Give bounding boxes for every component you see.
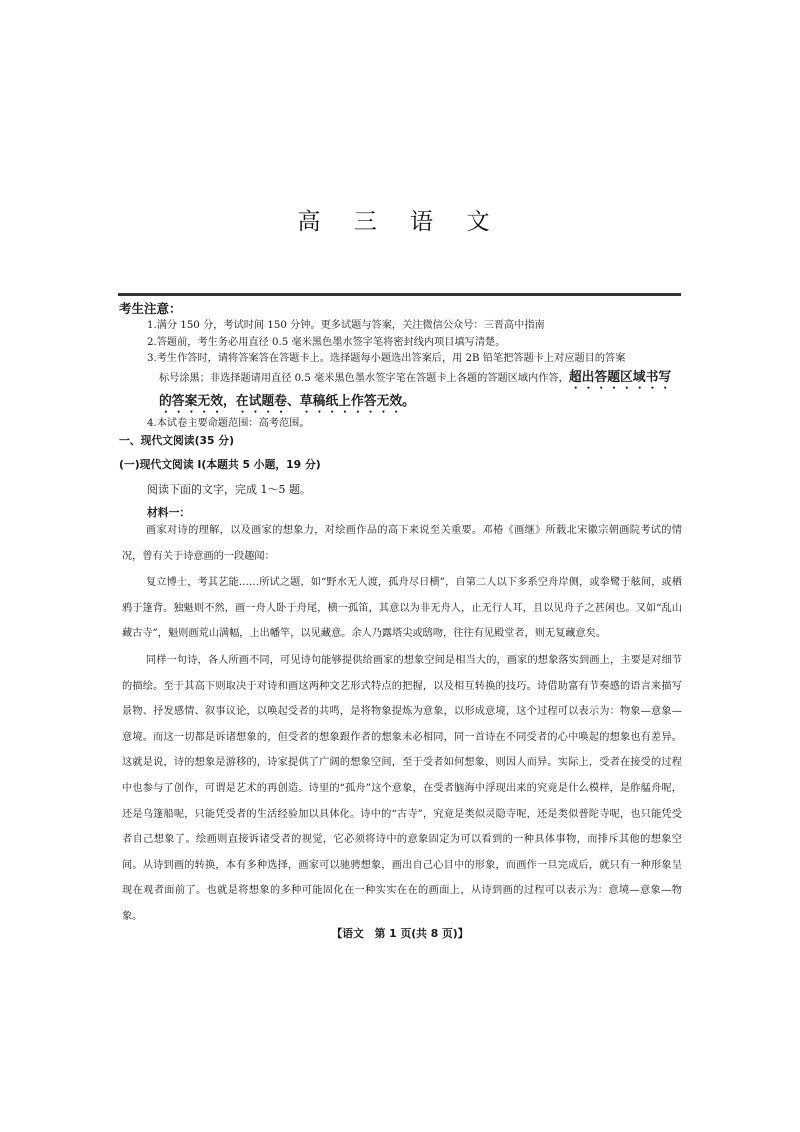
notice-item-1: 1.满分 150 分，考试时间 150 分钟。更多试题与答案，关注微信公众号：三晋高中指南	[147, 320, 545, 331]
paragraph-1: 画家对诗的理解，以及画家的想象力，对绘画作品的高下来说至关重要。邓椿《画继》所载北宋徽宗朝画院考试的情况，曾有关于诗意画的一段趣闻：	[122, 525, 682, 562]
notice-item-3-text: 标号涂黑；非选择题请用直径 0.5 毫米黑色墨水签字笔在答题卡上各题的答题区域内作答，	[159, 372, 569, 384]
subsection-heading: (一)现代文阅读 Ⅰ(本题共 5 小题，19 分)	[119, 458, 321, 471]
notice-item-2: 2.答题前，考生务必用直径 0.5 毫米黑色墨水签字笔将密封线内项目填写清楚。	[147, 336, 506, 348]
section-heading: 一、现代文阅读(35 分)	[119, 434, 235, 447]
notice-heading: 考生注意：	[119, 301, 182, 316]
notice-item-4: 4.本试卷主要命题范围：高考范围。	[147, 417, 310, 429]
material-label: 材料一：	[147, 506, 191, 519]
notice-item-3-line2	[147, 368, 682, 416]
notice-item-3	[147, 351, 682, 416]
paragraph-2: 复立博士，考其艺能……所试之题，如“野水无人渡，孤舟尽日横”，自第二人以下多系空舟岸侧，或拳鹭于舷间，或栖鸦于篷背。独魁则不然，画一舟人卧于舟尾，横一孤笛，其意以为非无舟人，止无行人耳，且以见舟子之甚闲也。又如“乱山藏古寺”，魁则画荒山满幅，上出幡竿，以见藏意。余人乃露塔尖或鸱吻，往往有见殿堂者，则无复藏意矣。	[122, 577, 682, 640]
paragraph-3: 同样一句诗，各人所画不同，可见诗句能够提供给画家的想象空间是相当大的，画家的想象落实到画上，主要是对细节的描绘。至于其高下则取决于对诗和画这两种文艺形式特点的把握，以及相互转换的技巧。诗借助富有节奏感的语言来描写景物、抒发感情、叙事议论，以唤起受者的共鸣，是将物象提炼为意象，以形成意境，这个过程可以表示为：物象—意象—意境。而这一切都是诉诸想象的，但受者的想象跟作者的想象未必相同，同一首诗在不同受者的心中唤起的想象也有差异。这就是说，诗的想象是游移的，诗家提供了广阔的想象空间，至于受者如何想象，则因人而异。实际上，受者在接受的过程中也参与了创作，可谓是艺术的再创造。诗里的“孤舟”这个意象，在受者脑海中浮现出来的究竟是什么模样，是舴艋舟呢，还是乌篷船呢，只能凭受者的生活经验加以具体化。诗中的“古寺”，究竟是类似灵隐寺呢，还是类似普陀寺呢，也只能凭受者自己想象了。绘画则直接诉诸受者的视觉，它必须将诗中的意象固定为可以看到的一种具体事物，而排斥其他的想象空间。从诗到画的转换，本有多种选择，画家可以驰骋想象，画出自己心目中的形象，而画作一旦完成后，就只有一种形象呈现在观者面前了。也就是将想象的多种可能固化在一种实实在在的画面上，从诗到画的过程可以表示为：意境—意象—物象。	[122, 655, 682, 922]
notice-item-3-line1: 3.考生作答时，请将答案答在答题卡上。选择题每小题选出答案后，用 2B 铅笔把答题卡上对应题目的答案	[147, 353, 626, 365]
notice-item-3-emphasis: 超出答题区域书写的答案无效，在试题卷、草稿纸上作答无效。	[159, 369, 672, 409]
page-title: 高 三 语 文	[297, 209, 503, 235]
reading-instruction: 阅读下面的文字，完成 1～5 题。	[147, 483, 311, 496]
header-divider	[118, 293, 681, 296]
notice-list	[147, 318, 682, 432]
page-footer: 【语文 第 1 页(共 8 页)】	[331, 927, 469, 940]
